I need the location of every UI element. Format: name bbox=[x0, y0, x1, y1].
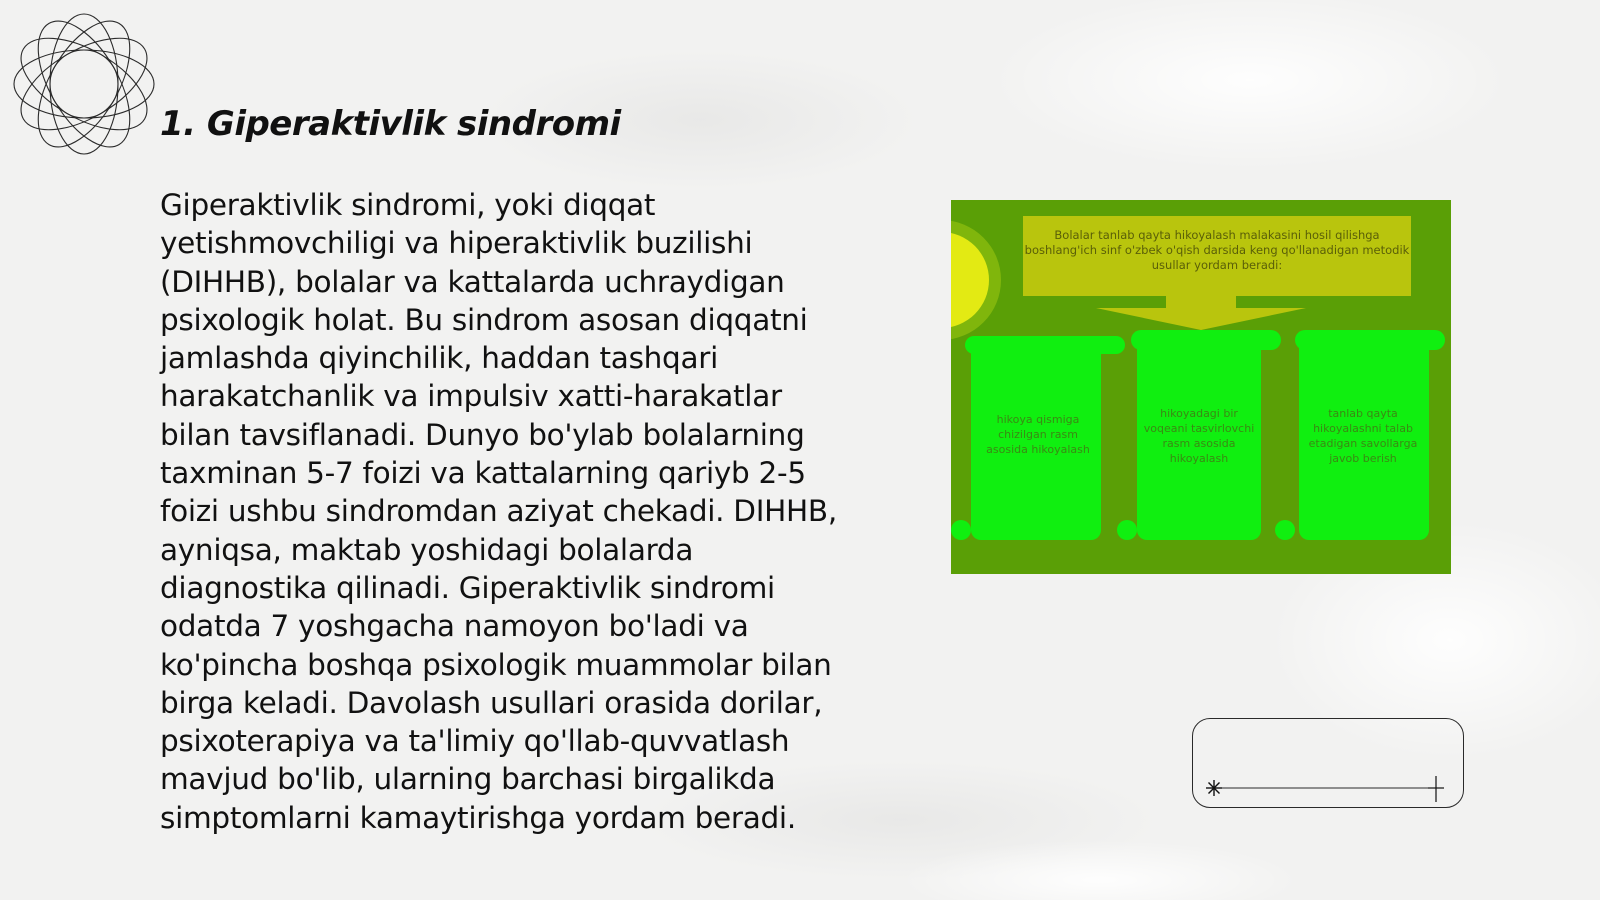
sparkle-icon bbox=[1428, 776, 1444, 802]
diagram-card-2-text: hikoyadagi bir voqeani tasvirlovchi rasm asosida hikoyalash bbox=[1143, 407, 1255, 465]
slide-body-text: Giperaktivlik sindromi, yoki diqqat yetishmovchiligi va hiperaktivlik buzilishi (DIHHB), bolalar va kattalarda uchraydigan psixologik holat. Bu sindrom asosan diqqatni jamlashda qiyinchilik, haddan tashqari harakatchanlik va impulsiv xatti-harakatlar bilan tavsiflanadi. Dunyo bo'ylab bolalarning taxminan 5-7 foizi va kattalarning qariyb 2-5 foizi ushbu sindromdan aziyat chekadi. DIHHB, ayniqsa, maktab yoshidagi bolalarda diagnostika qilinadi. Giperaktivlik sindromi odatda 7 yoshgacha namoyon bo'ladi va ko'pincha boshqa psixologik muammolar bilan birga keladi. Davolash usullari orasida dorilar, psixoterapiya va ta'limiy qo'llab-quvvatlash mavjud bo'lib, ularning barchasi birgalikda simptomlarni kamaytirishga yordam beradi. bbox=[160, 188, 837, 835]
geometric-logo-icon bbox=[10, 10, 158, 158]
diagram-card-1-text: hikoya qismiga chizilgan rasm asosida hikoyalash bbox=[986, 413, 1090, 456]
diagram-banner-text: Bolalar tanlab qayta hikoyalash malakasini hosil qilishga boshlang'ich sinf o'zbek o'qish darsida keng qo'llanadigan metodik usullar yordam beradi: bbox=[1024, 228, 1410, 272]
down-arrow-icon bbox=[1096, 296, 1306, 330]
decorative-timeline-box bbox=[1192, 718, 1464, 808]
methods-diagram-image bbox=[951, 200, 1451, 574]
timeline-line bbox=[1192, 718, 1464, 808]
starburst-icon bbox=[1206, 780, 1222, 796]
diagram-card-3-text: tanlab qayta hikoyalashni talab etadigan savollarga javob berish bbox=[1308, 407, 1418, 465]
slide-title: 1. Giperaktivlik sindromi bbox=[160, 104, 621, 144]
